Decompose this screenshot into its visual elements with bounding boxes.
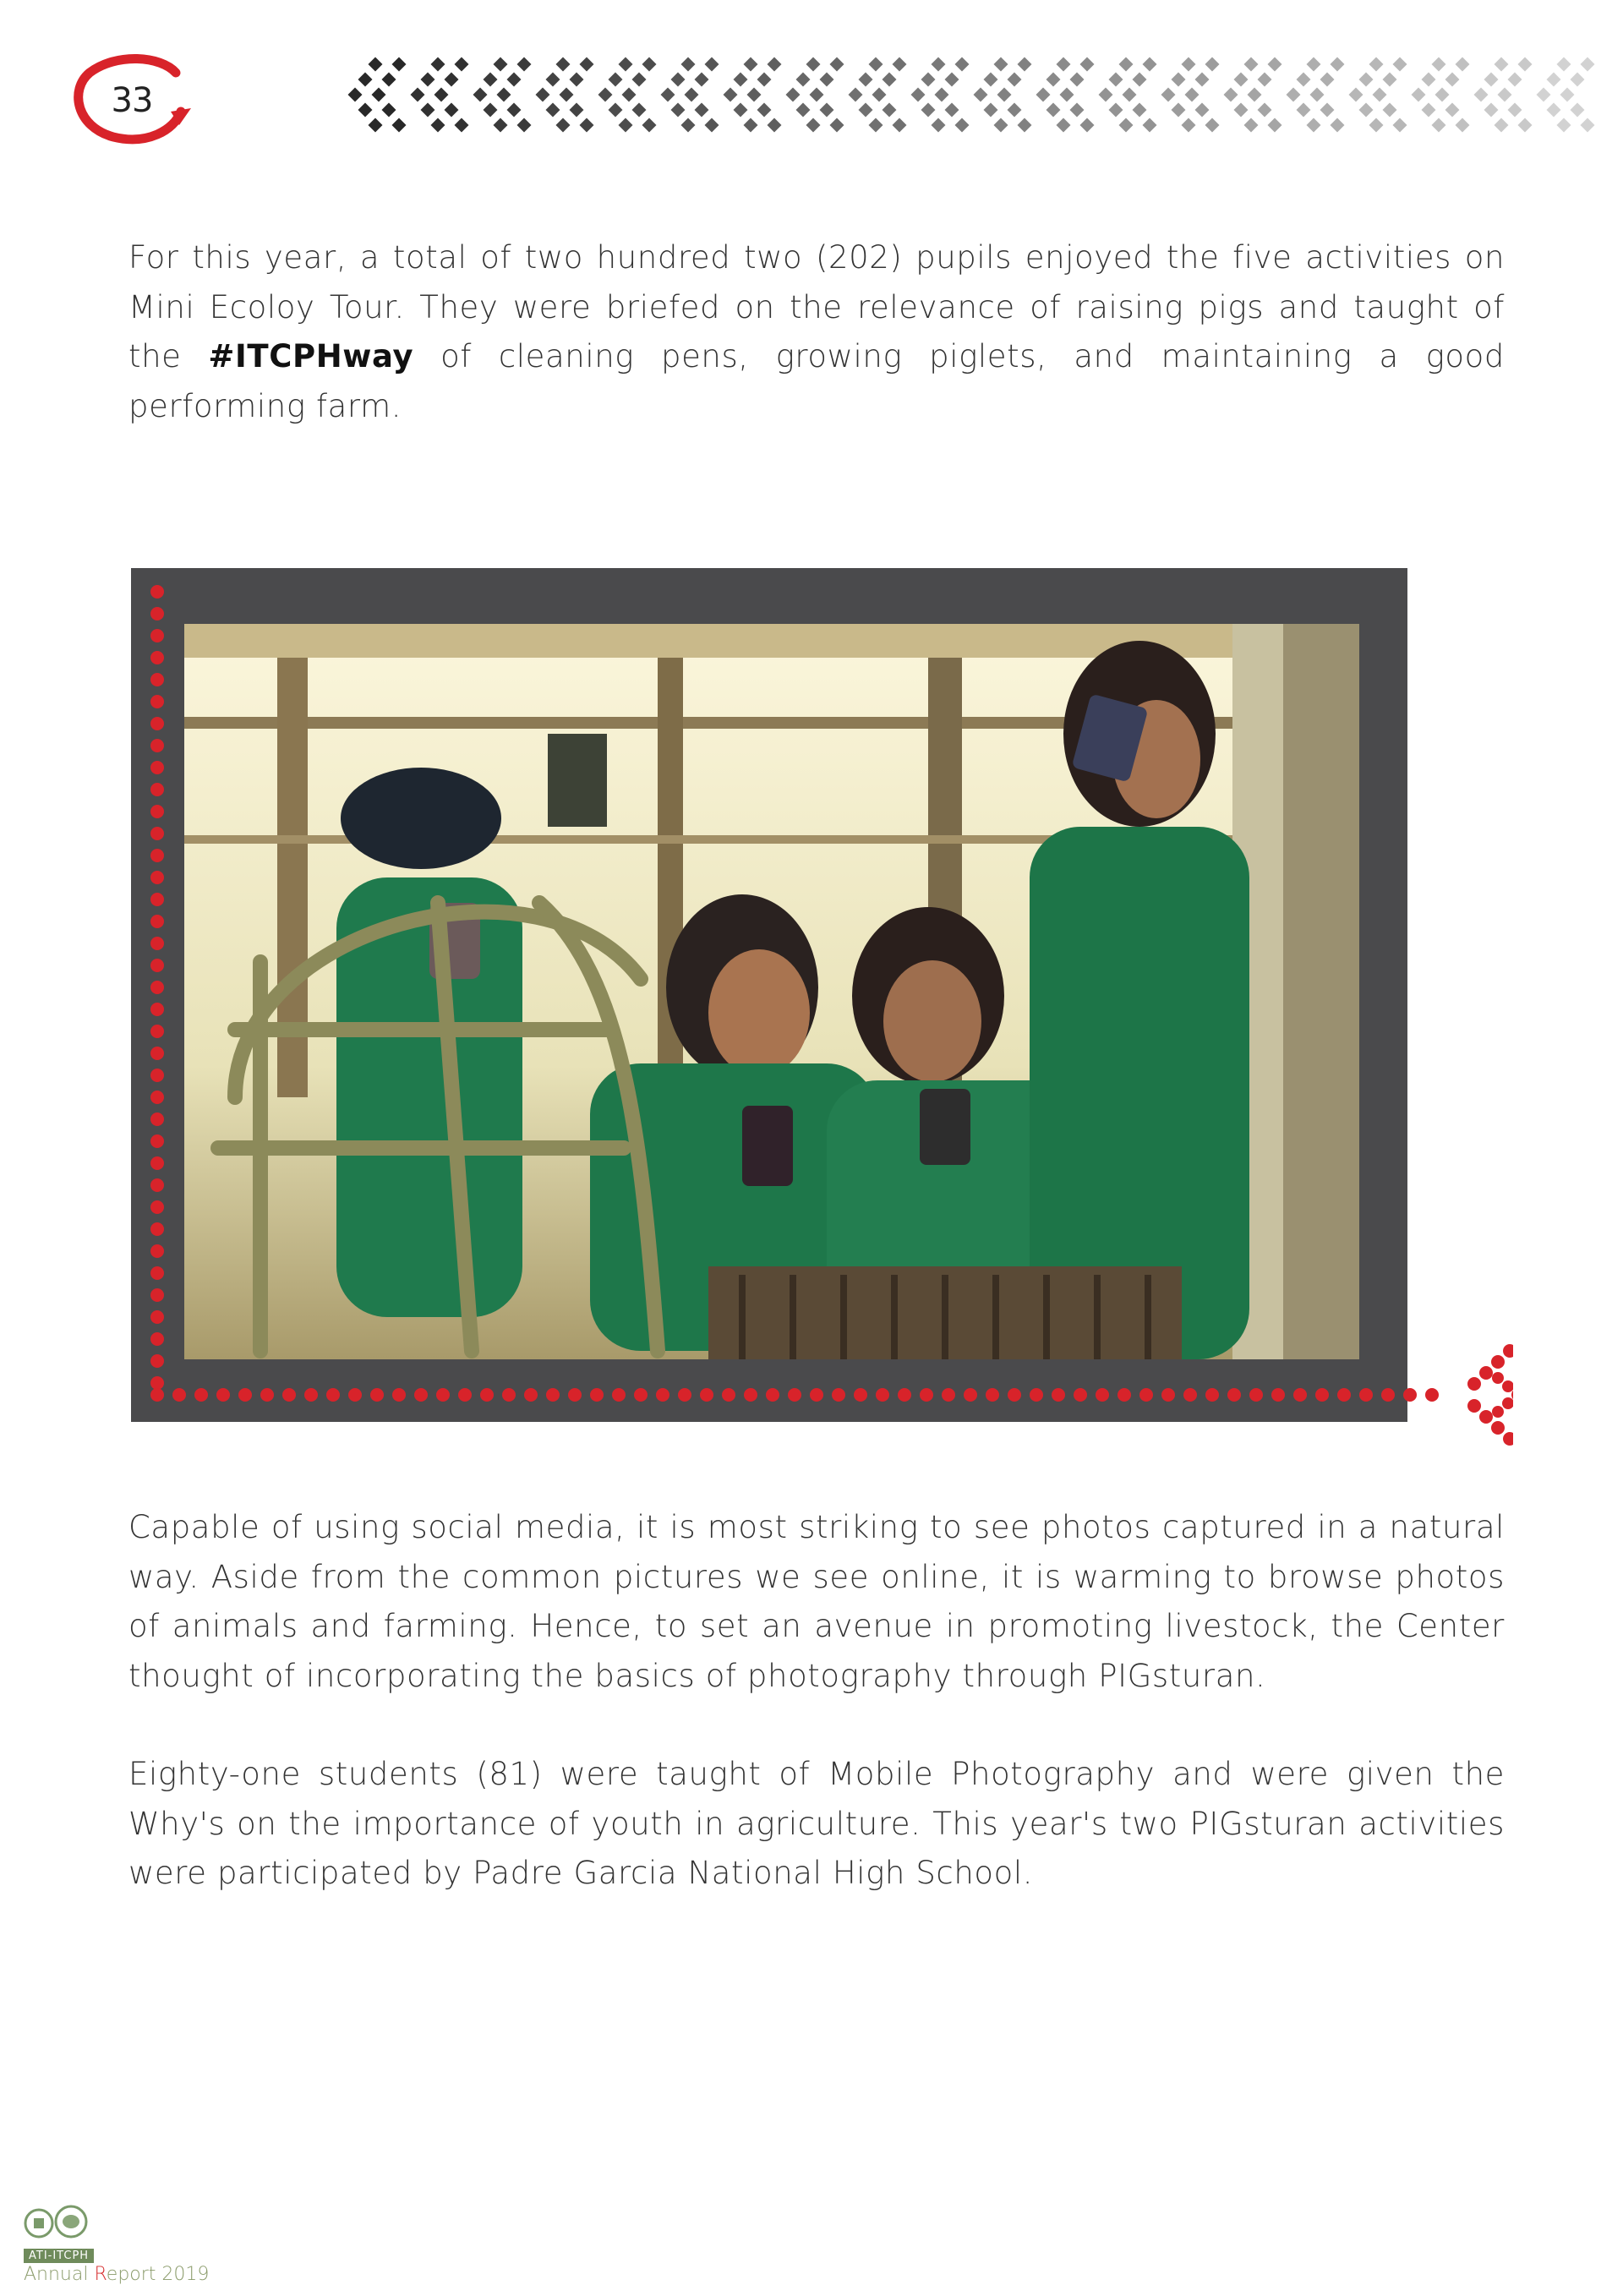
intro-paragraph xyxy=(128,233,1505,431)
page-number: 33 xyxy=(111,81,153,120)
footer-report-label: Annual Report 2019 xyxy=(24,2264,210,2285)
intro-text-end: of cleaning pens, growing piglets, and maintaining a good performing farm. xyxy=(128,338,1505,424)
photography-paragraph: Capable of using social media, it is most striking to see photos captured in a natural way. Aside from the common pictures we see online, it is warming to browse photos of animals and farming. Hence, to set an avenue in promoting livestock, the Center thought of incorporating the basics of photography through PIGsturan. xyxy=(128,1509,1505,1694)
hashtag-itcphway: #ITCPHway xyxy=(208,338,414,374)
students-photo xyxy=(184,624,1359,1359)
intro-text-start: For this year, a total of two hundred two (202) pupils enjoyed the five activities on Mini Ecoloy Tour. They were briefed on the relevance of raising pigs and taught of the xyxy=(128,239,1505,374)
page-number-badge xyxy=(66,49,201,150)
footer-logo xyxy=(22,2201,242,2286)
chevron-strip-icon xyxy=(338,51,1606,152)
agency-logo-icon xyxy=(22,2201,98,2247)
students-paragraph: Eighty-one students (81) were taught of Mobile Photography and were given the Why's on the importance of youth in agriculture. This year's two PIGsturan activities were participated by Padre Garcia National High School. xyxy=(128,1756,1505,1891)
footer-org-label: ATI-ITCPH xyxy=(24,2249,94,2263)
